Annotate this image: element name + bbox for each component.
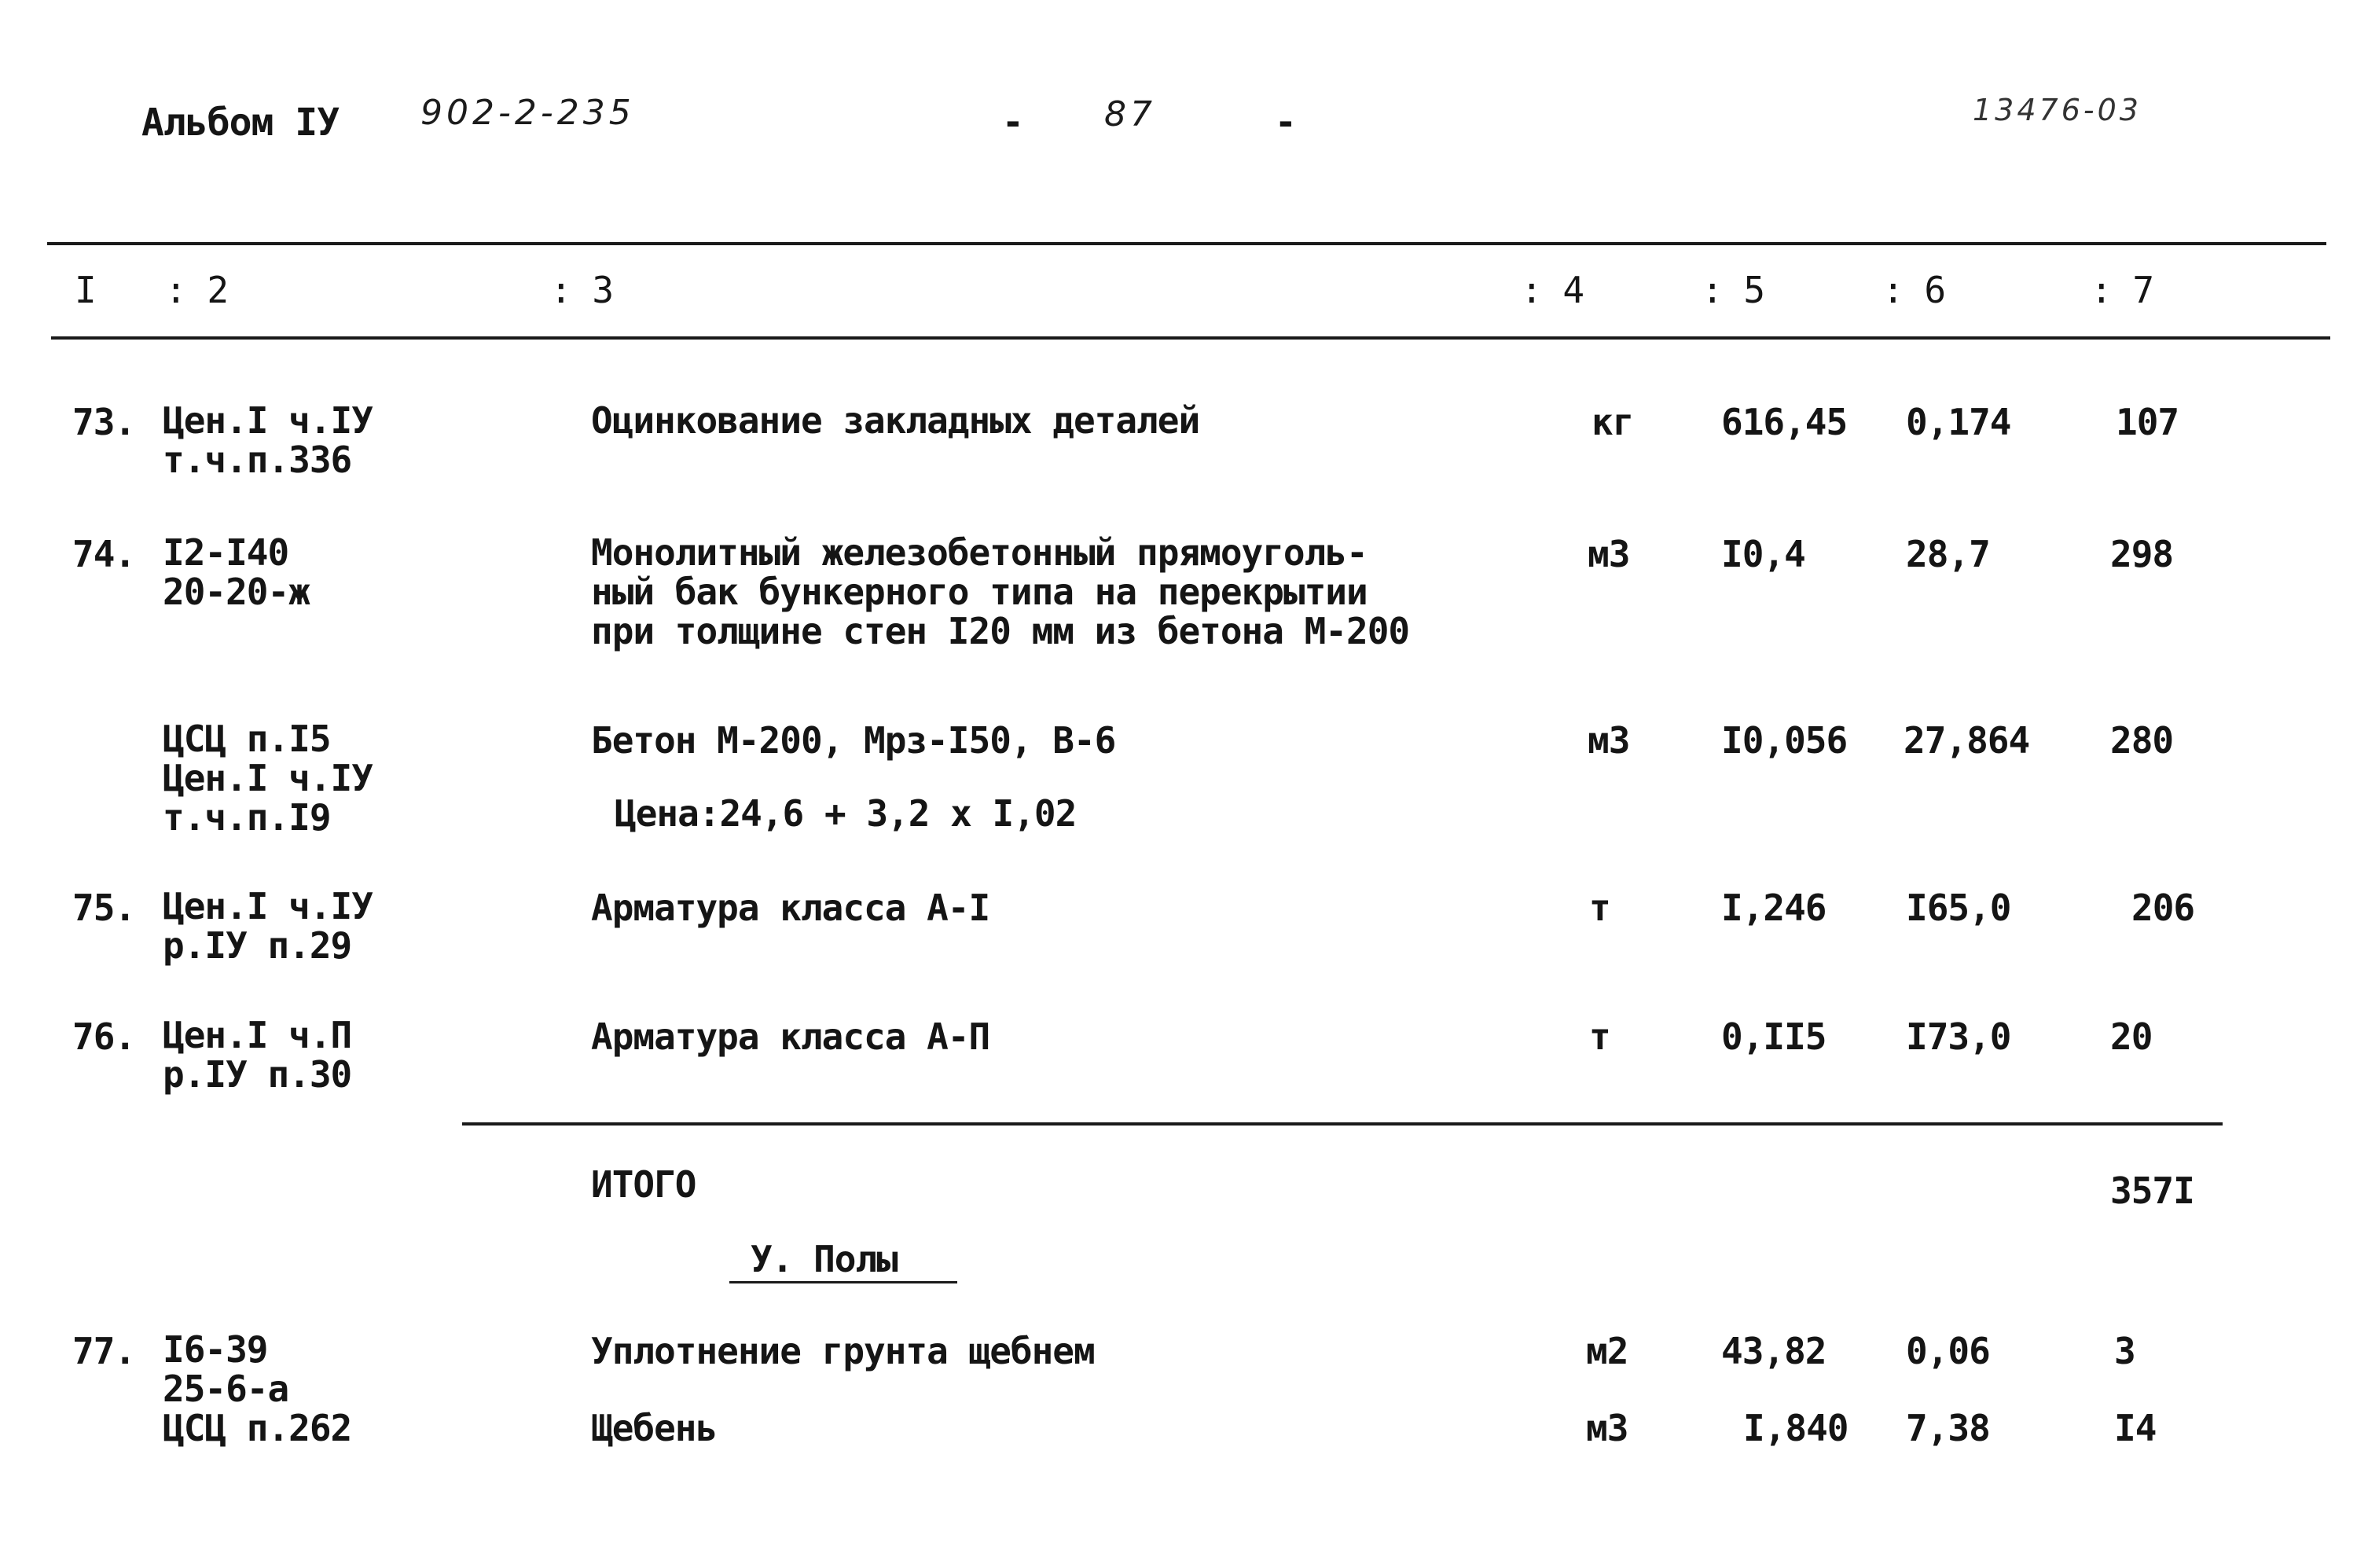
project-code: 902-2-235 xyxy=(420,93,635,133)
row-code: I2-I40 20-20-ж xyxy=(163,531,310,613)
section-title: У. Полы xyxy=(751,1238,898,1280)
row-unit: м2 xyxy=(1586,1330,1628,1372)
row-unit: м3 xyxy=(1586,1407,1628,1449)
row-description: Бетон М-200, Мрз-I50, В-6 xyxy=(591,719,1116,762)
row-quantity: 0,II5 xyxy=(1721,1015,1826,1058)
column-header-7: : 7 xyxy=(2091,269,2154,311)
column-header-3: : 3 xyxy=(550,269,614,311)
row-description: Арматура класса А-I xyxy=(591,887,990,929)
row-quantity: 616,45 xyxy=(1721,401,1848,443)
row-quantity: I,840 xyxy=(1743,1407,1849,1449)
row-code: ЦСЦ п.I5 Цен.I ч.IУ т.ч.п.I9 xyxy=(163,718,373,839)
row-unit-price: I73,0 xyxy=(1906,1015,2011,1058)
row-unit: м3 xyxy=(1588,533,1630,575)
row-total: 3 xyxy=(2114,1330,2135,1372)
row-total: 206 xyxy=(2131,887,2195,929)
row-unit: м3 xyxy=(1588,719,1630,762)
row-price-formula: Цена:24,6 + 3,2 х I,02 xyxy=(615,792,1077,835)
row-number: 77. xyxy=(72,1330,136,1372)
row-total: 107 xyxy=(2116,401,2179,443)
itogo-total: 357I xyxy=(2110,1170,2194,1212)
row-description: Уплотнение грунта щебнем xyxy=(591,1330,1095,1372)
subtotal-rule xyxy=(462,1122,2223,1126)
row-unit: кг xyxy=(1592,401,1634,443)
page-dash-right: - xyxy=(1275,101,1296,143)
column-header-4: : 4 xyxy=(1521,269,1584,311)
row-number: 74. xyxy=(72,533,136,575)
row-code: I6-39 25-6-а xyxy=(163,1328,289,1410)
row-total: 20 xyxy=(2110,1015,2153,1058)
row-quantity: I0,4 xyxy=(1721,533,1805,575)
row-total: 280 xyxy=(2110,719,2174,762)
row-total: 298 xyxy=(2110,533,2174,575)
row-quantity: 43,82 xyxy=(1721,1330,1826,1372)
row-unit-price: 7,38 xyxy=(1906,1407,1990,1449)
column-header-6: : 6 xyxy=(1882,269,1946,311)
column-header-5: : 5 xyxy=(1702,269,1765,311)
page-number: 87 xyxy=(1104,94,1156,134)
row-code: Цен.I ч.П р.IУ п.30 xyxy=(163,1014,352,1096)
row-number: 76. xyxy=(72,1015,136,1058)
row-unit: т xyxy=(1589,887,1610,929)
row-total: I4 xyxy=(2114,1407,2157,1449)
row-quantity: I0,056 xyxy=(1721,719,1848,762)
column-header-2: : 2 xyxy=(165,269,229,311)
row-unit-price: 28,7 xyxy=(1906,533,1990,575)
page-dash-left: - xyxy=(1002,101,1023,143)
section-title-underline xyxy=(729,1281,957,1283)
row-description: Арматура класса А-П xyxy=(591,1015,990,1058)
row-unit-price: 0,06 xyxy=(1906,1330,1990,1372)
row-unit-price: 27,864 xyxy=(1904,719,2030,762)
row-unit-price: 0,174 xyxy=(1906,401,2011,443)
row-unit-price: I65,0 xyxy=(1906,887,2011,929)
header-bottom-rule xyxy=(51,336,2330,340)
row-code: Цен.I ч.IУ т.ч.п.336 xyxy=(163,399,373,481)
album-label: Альбом IУ xyxy=(141,101,340,145)
top-rule xyxy=(47,242,2326,245)
row-quantity: I,246 xyxy=(1721,887,1826,929)
row-description: Монолитный железобетонный прямоуголь- ный бак бункерного типа на перекрытии при толщине стен I20 мм из бетона М-200 xyxy=(591,531,1410,652)
column-header-1: I xyxy=(75,269,96,311)
row-number: 75. xyxy=(72,887,136,929)
row-code: Цен.I ч.IУ р.IУ п.29 xyxy=(163,885,373,967)
itogo-label: ИТОГО xyxy=(591,1163,696,1206)
row-description: Оцинкование закладных деталей xyxy=(591,399,1200,442)
row-description: Щебень xyxy=(591,1407,718,1449)
row-unit: т xyxy=(1589,1015,1610,1058)
row-code: ЦСЦ п.262 xyxy=(163,1407,352,1449)
row-number: 73. xyxy=(72,401,136,443)
document-number: 13476-03 xyxy=(1973,93,2142,127)
